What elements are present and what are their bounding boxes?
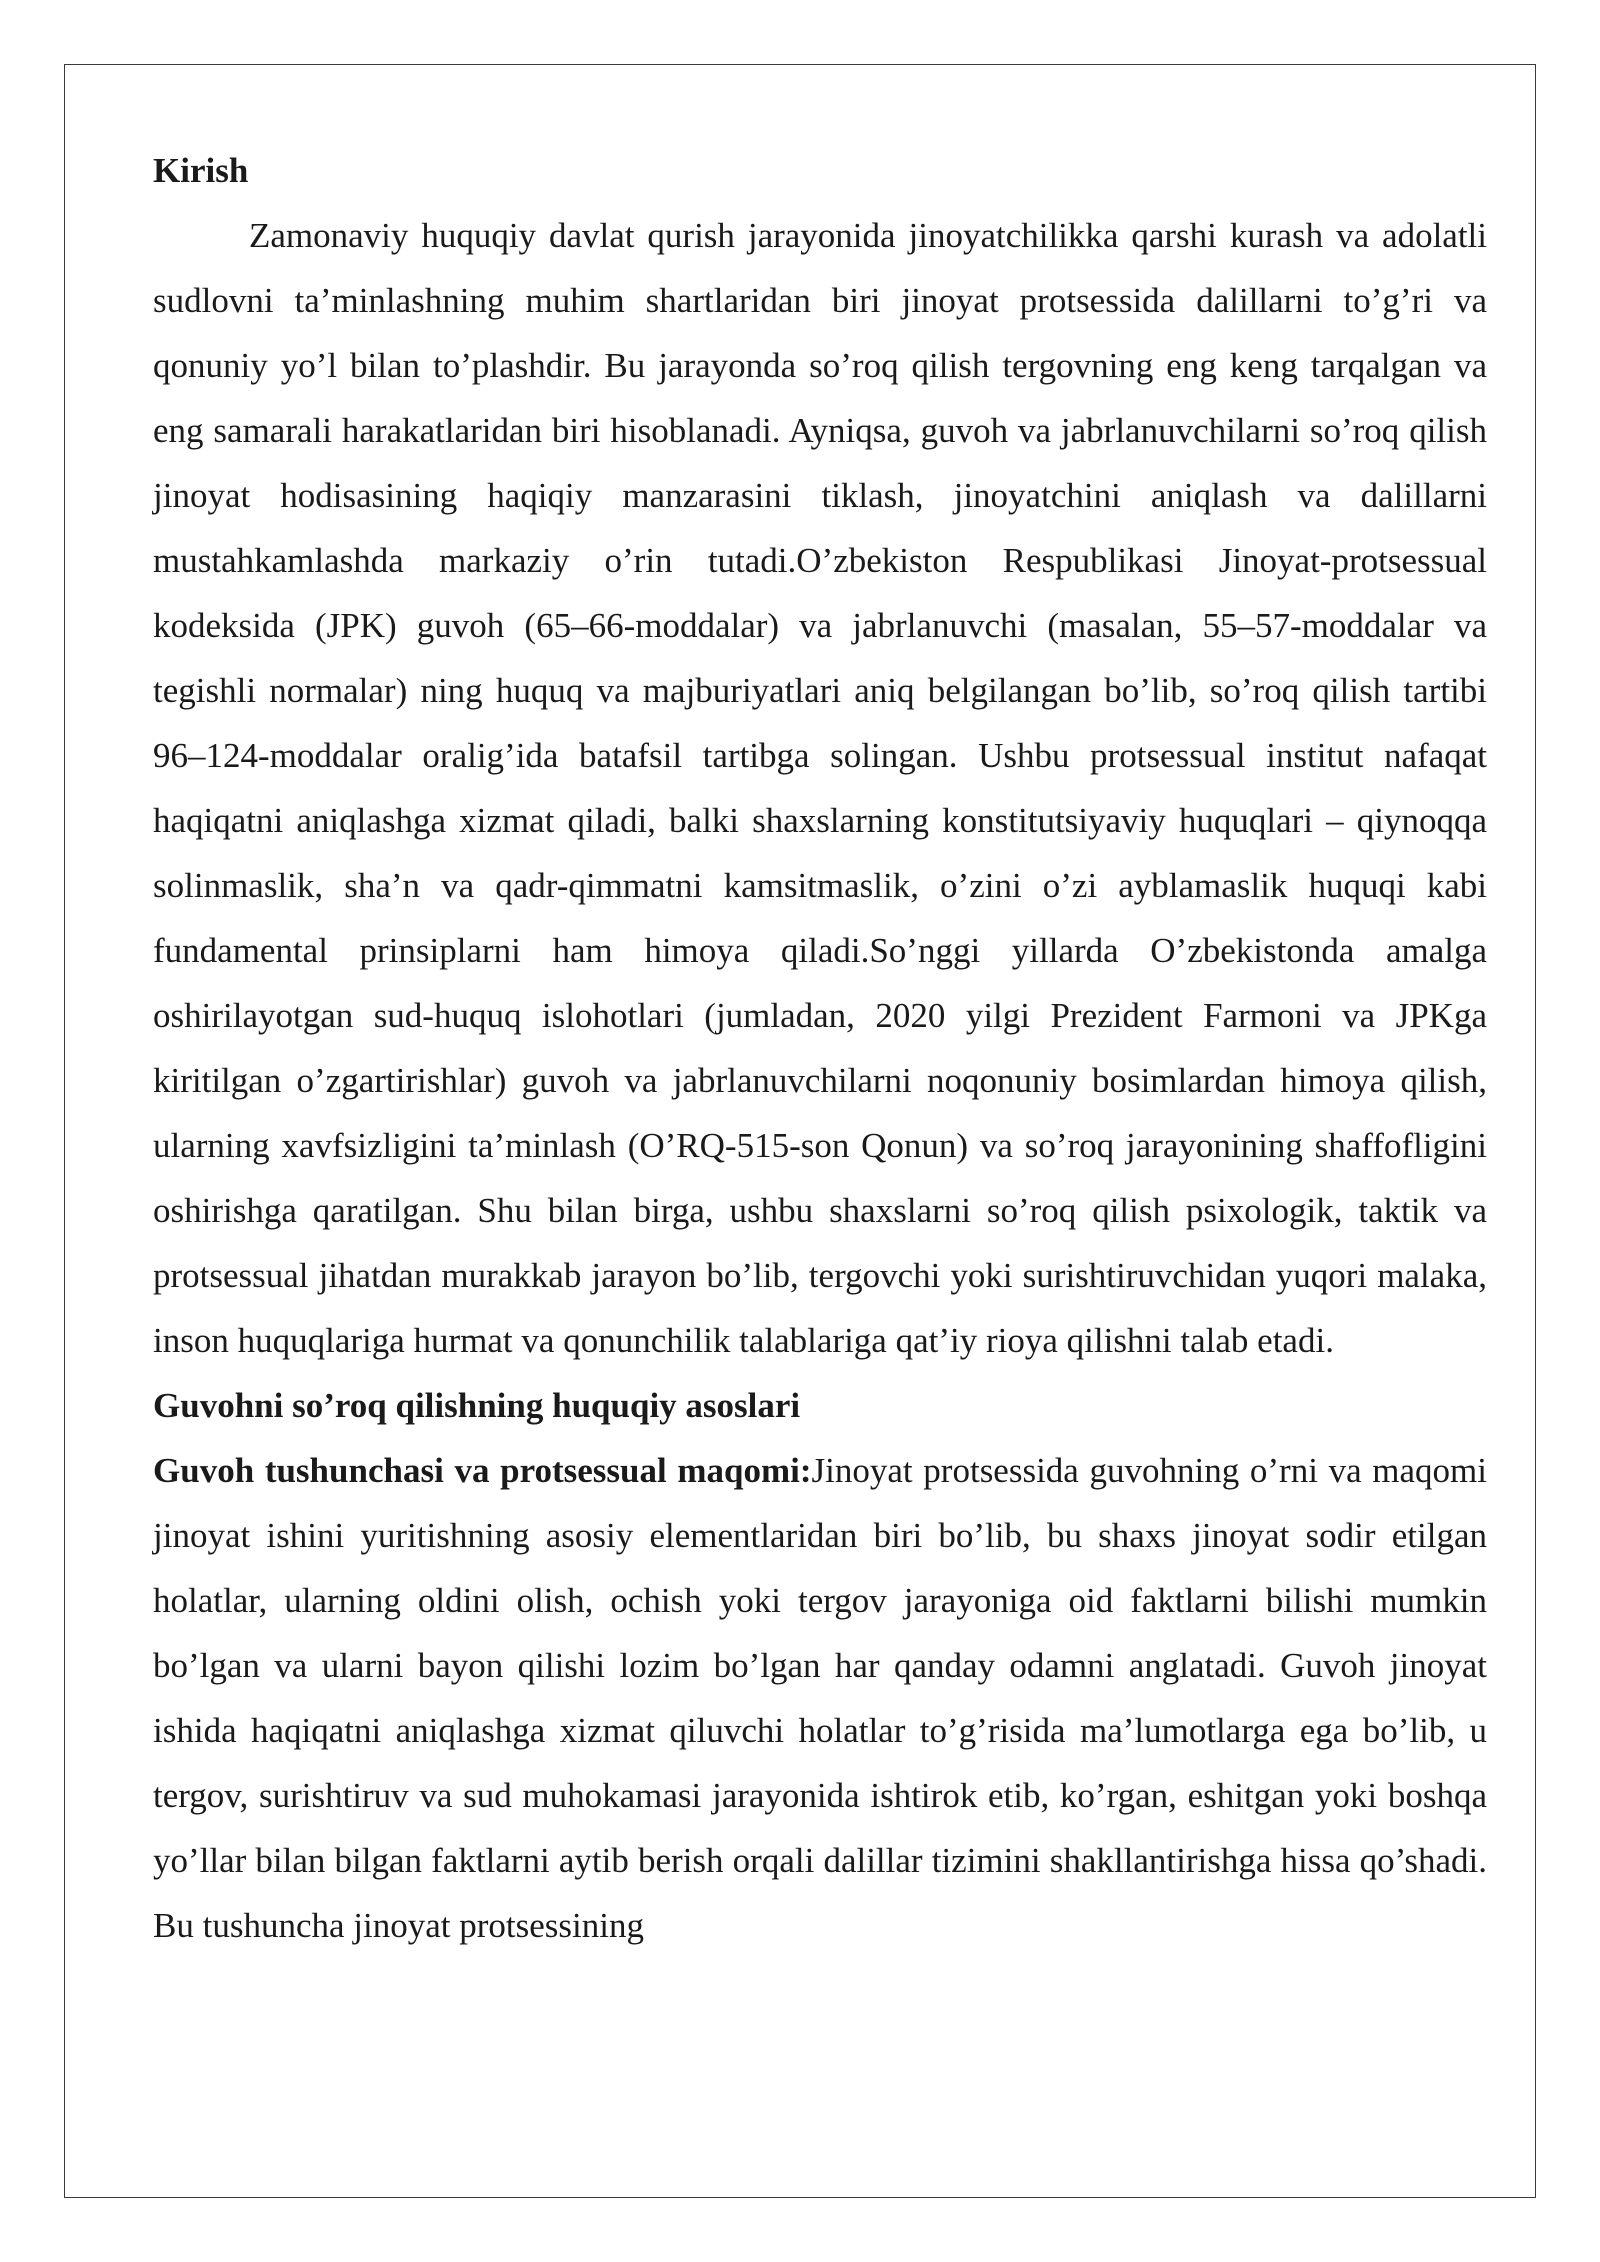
- intro-paragraph: Zamonaviy huquqiy davlat qurish jarayonida jinoyatchilikka qarshi kurash va adolatli sudlovni ta’minlashning muhim shartlaridan biri jinoyat protsessida dalillarni to’g’ri va qonuniy yo’l bilan to’plashdir. Bu jarayonda so’roq qilish tergovning eng keng tarqalgan va eng samarali harakatlaridan biri hisoblanadi. Ayniqsa, guvoh va jabrlanuvchilarni so’roq qilish jinoyat hodisasining haqiqiy manzarasini tiklash, jinoyatchini aniqlash va dalillarni mustahkamlashda markaziy o’rin tutadi.O’zbekiston Respublikasi Jinoyat-protsessual kodeksida (JPK) guvoh (65–66-moddalar) va jabrlanuvchi (masalan, 55–57-moddalar va tegishli normalar) ning huquq va majburiyatlari aniq belgilangan bo’lib, so’roq qilish tartibi 96–124-moddalar oralig’ida batafsil tartibga solingan. Ushbu protsessual institut nafaqat haqiqatni aniqlashga xizmat qiladi, balki shaxslarning konstitutsiyaviy huquqlari – qiynoqqa solinmaslik, sha’n va qadr-qimmatni kamsitmaslik, o’zini o’zi ayblamaslik huquqi kabi fundamental prinsiplarni ham himoya qiladi.So’nggi yillarda O’zbekistonda amalga oshirilayotgan sud-huquq islohotlari (jumladan, 2020 yilgi Prezident Farmoni va JPKga kiritilgan o’zgartirishlar) guvoh va jabrlanuvchilarni noqonuniy bosimlardan himoya qilish, ularning xavfsizligini ta’minlash (O’RQ-515-son Qonun) va so’roq jarayonining shaffofligini oshirishga qaratilgan. Shu bilan birga, ushbu shaxslarni so’roq qilish psixologik, taktik va protsessual jihatdan murakkab jarayon bo’lib, tergovchi yoki surishtiruvchidan yuqori malaka, inson huquqlariga hurmat va qonunchilik talablariga qat’iy rioya qilishni talab etadi.: [153, 216, 1487, 1360]
- heading-intro: Kirish: [153, 151, 249, 190]
- document-body: [153, 138, 1487, 1958]
- section-paragraph-text: Jinoyat protsessida guvohning o’rni va maqomi jinoyat ishini yuritishning asosiy elementlaridan biri bo’lib, bu shaxs jinoyat sodir etilgan holatlar, ularning oldini olish, ochish yoki tergov jarayoniga oid faktlarni bilishi mumkin bo’lgan va ularni bayon qilishi lozim bo’lgan har qanday odamni anglatadi. Guvoh jinoyat ishida haqiqatni aniqlashga xizmat qiluvchi holatlar to’g’risida ma’lumotlarga ega bo’lib, u tergov, surishtiruv va sud muhokamasi jarayonida ishtirok etib, ko’rgan, eshitgan yoki boshqa yo’llar bilan bilgan faktlarni aytib berish orqali dalillar tizimini shakllantirishga hissa qo’shadi. Bu tushuncha jinoyat protsessining: [153, 1451, 1487, 1945]
- section-heading: Guvohni so’roq qilishning huquqiy asoslari: [153, 1386, 801, 1425]
- section-lead: Guvoh tushunchasi va protsessual maqomi:: [153, 1451, 812, 1490]
- section-paragraph: [153, 1438, 1487, 1958]
